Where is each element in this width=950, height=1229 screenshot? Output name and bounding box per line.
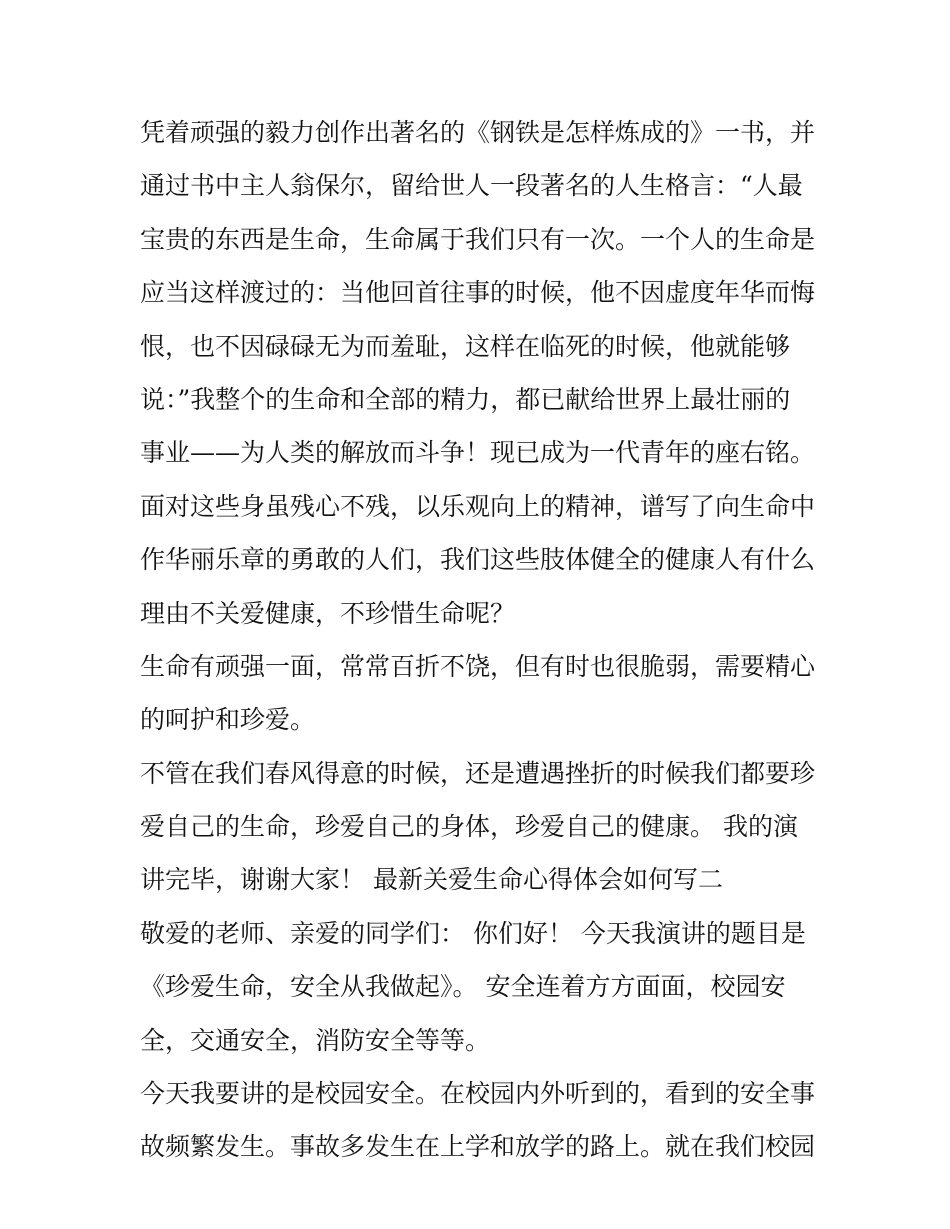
text-line: 生命有顽强一面，常常百折不饶，但有时也很脆弱，需要精心 — [140, 651, 816, 681]
text-line: 面对这些身虽残心不残，以乐观向上的精神，谱写了向生命中 — [140, 491, 816, 521]
text-line: 理由不关爱健康，不珍惜生命呢？ — [140, 598, 516, 628]
text-line: 故频繁发生。事故多发生在上学和放学的路上。就在我们校园 — [140, 1132, 816, 1162]
text-line: 今天我要讲的是校园安全。在校园内外听到的，看到的安全事 — [140, 1079, 816, 1109]
text-line: 恨，也不因碌碌无为而羞耻，这样在临死的时候，他就能够 — [140, 331, 791, 361]
text-line: 通过书中主人翁保尔，留给世人一段著名的人生格言：“人最 — [140, 171, 803, 201]
text-line: 爱自己的生命，珍爱自己的身体，珍爱自己的健康。 我的演 — [140, 812, 798, 842]
text-line: 敬爱的老师、亲爱的同学们： 你们好！ 今天我演讲的题目是 — [140, 918, 806, 948]
text-line: 作华丽乐章的勇敢的人们，我们这些肢体健全的健康人有什么 — [140, 545, 816, 575]
document-body — [140, 106, 820, 1174]
text-line: 讲完毕，谢谢大家！ 最新关爱生命心得体会如何写二 — [140, 865, 723, 895]
text-line: 的呵护和珍爱。 — [140, 705, 316, 735]
text-line: 事业——为人类的解放而斗争！现已成为一代青年的座右铭。 — [140, 438, 816, 468]
text-line: 说：”我整个的生命和全部的精力，都已献给世界上最壮丽的 — [140, 384, 791, 414]
text-line: 凭着顽强的毅力创作出著名的《钢铁是怎样炼成的》一书，并 — [140, 118, 816, 147]
text-line: 不管在我们春风得意的时候，还是遭遇挫折的时候我们都要珍 — [140, 758, 816, 788]
text-line: 全，交通安全，消防安全等等。 — [140, 1025, 491, 1055]
text-line: 宝贵的东西是生命，生命属于我们只有一次。一个人的生命是 — [140, 224, 816, 254]
text-line: 应当这样渡过的：当他回首往事的时候，他不因虚度年华而悔 — [140, 278, 816, 308]
text-line: 《珍爱生命，安全从我做起》。 安全连着方方面面，校园安 — [140, 972, 786, 1002]
